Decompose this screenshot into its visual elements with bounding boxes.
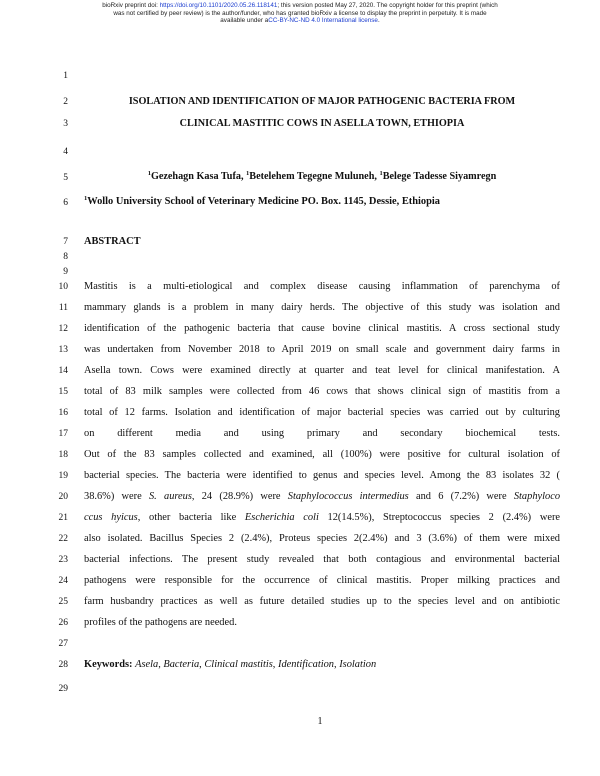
- paper-title-line-1: ISOLATION AND IDENTIFICATION OF MAJOR PATHOGENIC BACTERIA FROM: [128, 96, 516, 107]
- keyword-separator: ,: [158, 659, 164, 670]
- line-number: 27: [58, 639, 68, 649]
- line-number: 7: [63, 237, 68, 247]
- doi-link[interactable]: https://doi.org/10.1101/2020.05.26.118141: [159, 2, 278, 9]
- affiliation-text: Wollo University School of Veterinary Medicine PO. Box. 1145, Dessie, Ethiopia: [87, 196, 440, 207]
- abstract-line: profiles of the pathogens are needed.: [84, 617, 237, 628]
- abstract-line: mammary glands is a problem in many dairy herds. The objective of this study was isolation and: [84, 302, 560, 313]
- affiliation-marker: 1: [246, 170, 250, 177]
- abstract-line: pathogens were responsible for the occurrence of clinical mastitis. Proper milking practices and: [84, 575, 560, 586]
- line-number: 23: [58, 555, 68, 565]
- notice-text: available under a: [220, 17, 269, 25]
- line-number: 14: [58, 366, 68, 376]
- affiliation-marker: 1: [84, 195, 88, 202]
- line-number: 26: [58, 618, 68, 628]
- line-number: 10: [58, 282, 68, 292]
- species-name: Escherichia coli: [244, 512, 319, 523]
- preprint-notice-line-2: was not certified by peer review) is the author/funder, who has granted bioRxiv a license to display the preprint in perpetuity. It is made: [113, 9, 487, 17]
- line-number: 5: [63, 173, 68, 183]
- keyword-separator: ,: [199, 659, 205, 670]
- keyword: Clinical mastitis: [204, 659, 273, 670]
- notice-text: bioRxiv preprint doi:: [102, 2, 160, 9]
- line-number: 18: [58, 450, 68, 460]
- license-link[interactable]: CC-BY-NC-ND 4.0 International license: [268, 17, 378, 25]
- keyword-separator: ,: [272, 659, 278, 670]
- abstract-heading: ABSTRACT: [84, 236, 141, 247]
- keyword: Identification: [278, 659, 334, 670]
- abstract-text: 38.6%) were: [84, 491, 149, 502]
- preprint-notice: [0, 2, 600, 25]
- author-name: Gezehagn Kasa Tufa,: [150, 171, 247, 182]
- notice-text: ; this version posted May 27, 2020. The copyright holder for this preprint (which: [277, 2, 498, 9]
- line-number: 1: [63, 71, 68, 81]
- abstract-text: and 6 (7.2%) were: [408, 491, 514, 502]
- abstract-line: total of 83 milk samples were collected from 46 cows that shows clinical sign of mastitis from a: [84, 386, 560, 397]
- keyword: Isolation: [339, 659, 377, 670]
- abstract-line: total of 12 farms. Isolation and identification of major bacterial species was carried out by culturing: [84, 407, 560, 418]
- abstract-line: Out of the 83 samples collected and examined, all (100%) were positive for cultural isolation of: [84, 449, 560, 460]
- abstract-line: on different media and using primary and secondary biochemical tests.: [84, 428, 560, 439]
- line-number: 19: [58, 471, 68, 481]
- species-name: Staphyloco: [513, 491, 561, 502]
- abstract-line: [84, 512, 560, 524]
- keyword: Bacteria: [163, 659, 200, 670]
- affiliation-marker: 1: [379, 170, 383, 177]
- line-number: 3: [63, 119, 68, 129]
- abstract-line: was undertaken from November 2018 to April 2019 on small scale and government dairy farms in: [84, 344, 560, 355]
- preprint-notice-line-3: [0, 17, 600, 25]
- line-number: 25: [58, 597, 68, 607]
- line-number: 13: [58, 345, 68, 355]
- line-number: 21: [58, 513, 68, 523]
- affiliation-marker: 1: [147, 170, 151, 177]
- line-number: 11: [58, 303, 68, 313]
- line-number: 15: [58, 387, 68, 397]
- line-number: 8: [63, 252, 68, 262]
- line-number: 9: [63, 267, 68, 277]
- abstract-line: bacterial infections. The present study revealed that both contagious and environmental bacterial: [84, 554, 560, 565]
- line-number: 12: [58, 324, 68, 334]
- keywords-label: Keywords:: [84, 659, 136, 670]
- abstract-line: Mastitis is a multi-etiological and complex disease causing inflammation of parenchyma of: [84, 281, 560, 292]
- affiliation: [84, 196, 560, 208]
- abstract-line: bacterial species. The bacteria were identified to genus and species level. Among the 83 isolates 32 (: [84, 470, 560, 481]
- line-number: 6: [63, 198, 68, 208]
- abstract-line: [84, 491, 560, 503]
- line-number: 20: [58, 492, 68, 502]
- line-number: 28: [58, 660, 68, 670]
- notice-text: .: [377, 17, 380, 25]
- keyword: Asela: [135, 659, 159, 670]
- abstract-line: also isolated. Bacillus Species 2 (2.4%), Proteus species 2(2.4%) and 3 (3.6%) of them were mixed: [84, 533, 560, 544]
- species-name: S. aureus: [148, 491, 192, 502]
- species-name: ccus hyicus: [84, 512, 138, 523]
- line-number: 16: [58, 408, 68, 418]
- abstract-line: farm husbandry practices as well as future detailed studies up to the species level and on antibiotic: [84, 596, 560, 607]
- page-number: 1: [317, 716, 323, 727]
- species-name: Staphylococcus intermedius: [287, 491, 409, 502]
- author-list: [84, 171, 560, 183]
- abstract-line: Asella town. Cows were examined directly at quarter and teat level for clinical manifestation. A: [84, 365, 560, 376]
- line-number: 24: [58, 576, 68, 586]
- preprint-notice-line-1: [0, 2, 600, 10]
- author-name: Belege Tadesse Siyamregn: [382, 171, 497, 182]
- abstract-text: 12(14.5%), Streptococcus species 2 (2.4%) were: [318, 512, 561, 523]
- line-number: 2: [63, 97, 68, 107]
- paper-title-line-2: CLINICAL MASTITIC COWS IN ASELLA TOWN, ETHIOPIA: [179, 118, 465, 129]
- abstract-text: , other bacteria like: [137, 512, 245, 523]
- abstract-text: , 24 (28.9%) were: [191, 491, 288, 502]
- abstract-line: identification of the pathogenic bacteria that cause bovine clinical mastitis. A cross sectional study: [84, 323, 560, 334]
- line-number: 22: [58, 534, 68, 544]
- line-number: 29: [58, 684, 68, 694]
- keyword-separator: ,: [333, 659, 340, 670]
- line-number: 17: [58, 429, 68, 439]
- line-number: 4: [63, 147, 68, 157]
- author-name: Betelehem Tegegne Muluneh,: [249, 171, 380, 182]
- keywords: [84, 659, 560, 671]
